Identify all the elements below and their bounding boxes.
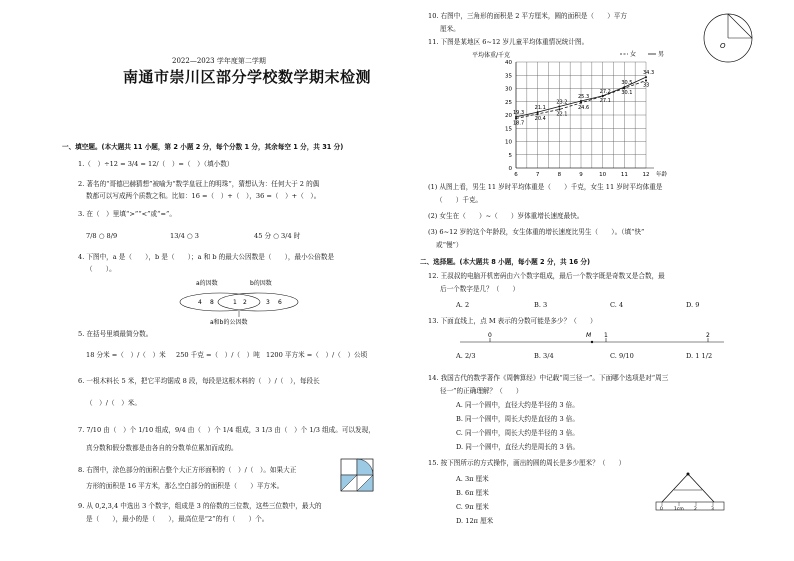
- ruler-tick-3: 3: [711, 507, 714, 512]
- venn-caption: a和b的公因数: [210, 319, 248, 326]
- chart-ytick-label: 5: [508, 152, 512, 159]
- q14-line1: 14. 我国古代的数学著作《周髀算经》中记载“周三径一”。下面哪个选项是对“周三: [428, 374, 669, 382]
- numline-tick-0: 0: [488, 332, 492, 339]
- chart-legend-label: 女: [630, 51, 637, 58]
- chart-data-label: 30.5: [621, 80, 633, 87]
- q13-option-a[interactable]: A. 2/3: [456, 352, 476, 360]
- chart-xtick-label: 9: [579, 172, 583, 178]
- chart-xlabel: 年龄: [656, 172, 668, 178]
- header-year: 2022—2023 学年度第二学期: [172, 57, 266, 65]
- chart-point: [602, 95, 604, 97]
- venn-diagram: [170, 276, 310, 328]
- q12-option-a[interactable]: A. 2: [456, 301, 470, 309]
- q12-line2: 后一个数字是几？（ ）: [440, 285, 520, 293]
- chart-xtick-label: 10: [599, 172, 607, 178]
- chart-data-label: 33: [643, 82, 650, 89]
- section2-title: 二、选择题。(本大题共 8 小题，每小题 2 分，共 16 分): [420, 258, 591, 266]
- chart-ytick-label: 30: [505, 86, 512, 93]
- venn-label-b: b的因数: [250, 280, 272, 287]
- q6-line1: 6. 一根木料长 5 米，把它平均锯成 8 段，每段是这根木料的（ ）/（ ），每段长: [78, 377, 320, 385]
- q7-line2: 真分数和假分数都是由各自的分数单位累加而成的。: [86, 444, 238, 452]
- chart-data-label: 20.4: [534, 115, 546, 122]
- q11-3-line1: (3) 6~12 岁的这个年龄段，女生体重的增长速度比男生（ ）。（填“快”: [428, 228, 645, 236]
- q10-circle-figure: [700, 10, 756, 66]
- chart-data-label: 22.1: [556, 111, 568, 118]
- q9-line2: 是（ ），最小的是（ ），最高位是“2”的有（ ）个。: [86, 515, 269, 523]
- chart-data-label: 34.3: [643, 70, 655, 77]
- venn-num-8: 8: [210, 299, 214, 306]
- numline-tick-1: 1: [604, 332, 608, 339]
- q15-option-a[interactable]: A. 3π 厘米: [456, 475, 489, 483]
- numline-point-m: M: [586, 332, 592, 339]
- numline-tick-2: 2: [706, 332, 710, 339]
- q3: 3. 在（ ）里填“>”“<”或“=”。: [78, 210, 176, 218]
- q15-option-c[interactable]: C. 9π 厘米: [456, 503, 489, 511]
- chart-data-label: 18.7: [513, 120, 525, 127]
- q7-line1: 7. 7/10 由（ ）个 1/10 组成，9/4 由（ ）个 1/4 组成，3 1/3 由（ ）个 1/3 组成。可以发现，: [78, 426, 375, 434]
- q5: 5. 在括号里填最简分数。: [78, 330, 153, 338]
- weight-line-chart: [470, 48, 700, 180]
- q3-b: 13/4 ○ 3: [170, 232, 199, 240]
- q15: 15. 按下图所示的方式操作，画出的圆的周长是多少厘米？（ ）: [428, 459, 626, 467]
- chart-plot-area: [513, 70, 654, 126]
- chart-data-label: 27.2: [599, 88, 611, 95]
- q5-b: 250 千克 =（ ）/（ ）吨: [176, 351, 260, 359]
- q3-a: 7/8 ○ 8/9: [86, 232, 118, 240]
- q4-line1: 4. 下图中，a 是（ ），b 是（ ）；a 和 b 的最大公因数是（ ），最小公倍数是: [78, 253, 335, 261]
- q5-c: 1200 平方米 =（ ）/（ ）公顷: [266, 351, 368, 359]
- q1: 1.（ ）÷12 = 3/4 = 12/（ ）=（ ）（填小数）: [78, 160, 234, 168]
- q12-option-b[interactable]: B. 3: [534, 301, 548, 309]
- chart-point: [580, 102, 582, 104]
- q12-option-c[interactable]: C. 4: [610, 301, 624, 309]
- chart-point: [558, 108, 560, 110]
- chart-point: [645, 80, 647, 82]
- q12-line1: 12. 王叔叔的电脑开机密码由六个数字组成，最后一个数字既是奇数又是合数，最: [428, 272, 665, 280]
- q11-2: (2) 女生在（ ）~（ ）岁体重增长速度最快。: [428, 212, 584, 220]
- q14-line2: 径一”的正确理解？（ ）: [440, 387, 523, 395]
- q13: 13. 下面直线上，点 M 表示的分数可能是多少？（ ）: [428, 317, 597, 325]
- chart-point: [537, 113, 539, 115]
- chart-ytick-label: 35: [505, 73, 512, 80]
- q5-a: 18 分米 =（ ）/（ ）米: [86, 351, 166, 359]
- q14-option-a[interactable]: A. 同一个圆中，直径大约是半径的 3 倍。: [456, 401, 579, 409]
- chart-data-label: 21.1: [534, 105, 546, 112]
- page-title: 南通市崇川区部分学校数学期末检测: [123, 68, 372, 86]
- q11-1-line1: (1) 从图上看，男生 11 岁时平均体重是（ ）千克，女生 11 岁时平均体重是: [428, 183, 663, 191]
- chart-point: [580, 100, 582, 102]
- chart-xtick-label: 12: [642, 172, 650, 178]
- ruler-tick-2: 2: [694, 507, 697, 512]
- venn-label-a: a的因数: [196, 280, 218, 287]
- q14-option-c[interactable]: C. 同一个圆中，周长大约是半径的 3 倍。: [456, 429, 579, 437]
- chart-point: [623, 86, 625, 88]
- circle-center-label: O: [720, 42, 726, 50]
- q10-line2: 厘米。: [440, 25, 460, 33]
- q8-line1: 8. 右图中，涂色部分的面积占整个大正方形面积的（ ）/（ ）。如果大正: [78, 466, 297, 474]
- chart-ytick-label: 25: [505, 99, 512, 106]
- chart-point: [558, 106, 560, 108]
- chart-data-label: 30.1: [621, 90, 633, 97]
- chart-ytick-label: 20: [505, 113, 512, 119]
- chart-xtick-label: 6: [514, 172, 518, 178]
- chart-point: [515, 116, 517, 118]
- chart-data-label: 23.2: [556, 99, 568, 106]
- chart-data-label: 27.1: [599, 98, 611, 105]
- q15-option-b[interactable]: B. 6π 厘米: [456, 489, 489, 497]
- q4-line2: （ ）。: [86, 265, 116, 273]
- q12-option-d[interactable]: D. 9: [686, 301, 700, 309]
- q15-option-d[interactable]: D. 12π 厘米: [456, 517, 494, 525]
- ruler-tick-0: 0: [660, 507, 663, 512]
- chart-point: [645, 76, 647, 78]
- q13-option-b[interactable]: B. 3/4: [534, 352, 554, 360]
- q6-line2: （ ）/（ ）米。: [86, 399, 141, 407]
- q14-option-b[interactable]: B. 同一个圆中，周长大约是直径的 3 倍。: [456, 415, 579, 423]
- q11-1-line2: （ ）千克。: [436, 196, 483, 204]
- q14-option-d[interactable]: D. 同一个圆中，直径大约是周长的 3 倍。: [456, 443, 580, 451]
- number-line: [456, 330, 726, 346]
- venn-num-6: 6: [278, 299, 282, 306]
- compass-ruler-figure: [652, 470, 728, 514]
- chart-data-label: 19.3: [513, 109, 525, 116]
- q10-line1: 10. 右图中，三角形的面积是 2 平方厘米，圆的面积是（ ）平方: [428, 12, 627, 20]
- chart-xtick-label: 7: [535, 172, 540, 178]
- chart-ytick-label: 10: [505, 139, 512, 146]
- chart-ylabel: 平均体重/千克: [472, 52, 511, 59]
- venn-num-2: 2: [243, 299, 247, 306]
- chart-ytick-label: 15: [505, 126, 512, 133]
- chart-ytick-label: 0: [508, 166, 512, 172]
- q13-option-c[interactable]: C. 9/10: [610, 352, 634, 360]
- q8-square-figure: [340, 458, 374, 492]
- q11: 11. 下图是某地区 6~12 岁儿童平均体重情况统计图。: [428, 38, 589, 46]
- chart-grid: [505, 60, 668, 178]
- chart-legend-label: 男: [658, 51, 665, 58]
- venn-num-3: 3: [266, 299, 270, 306]
- q11-3-line2: 或“慢”）: [436, 241, 463, 249]
- chart-data-label: 25.3: [578, 93, 590, 100]
- section1-title: 一、填空题。(本大题共 11 小题，第 2 小题 2 分，每个分数 1 分，其余每空 1 分，共 31 分): [62, 143, 344, 151]
- q13-option-d[interactable]: D. 1 1/2: [686, 352, 713, 360]
- venn-num-1: 1: [233, 299, 237, 306]
- q3-c: 45 分 ○ 3/4 时: [254, 232, 301, 240]
- venn-num-4: 4: [198, 299, 202, 306]
- chart-legend: [620, 50, 664, 58]
- chart-point: [537, 111, 539, 113]
- chart-ytick-label: 40: [505, 60, 512, 66]
- q9-line1: 9. 从 0,2,3,4 中选出 3 个数字，组成是 3 的倍数的三位数，这些三位数中，最大的: [78, 502, 322, 510]
- chart-data-label: 24.6: [578, 104, 590, 111]
- chart-xtick-label: 11: [620, 172, 628, 178]
- ruler-tick-1: 1cm: [674, 507, 684, 512]
- q2-line2: 数都可以写成两个质数之和。比如：16 =（ ）+（ ），36 =（ ）+（ ）。: [86, 192, 321, 200]
- q2-line1: 2. 著名的“哥德巴赫猜想”被喻为“数学皇冠上的明珠”，猜想认为：任何大于 2 的偶: [78, 180, 320, 188]
- chart-xtick-label: 8: [557, 172, 562, 178]
- q8-line2: 方形的面积是 16 平方米，那么空白部分的面积是（ ）平方米。: [86, 482, 284, 490]
